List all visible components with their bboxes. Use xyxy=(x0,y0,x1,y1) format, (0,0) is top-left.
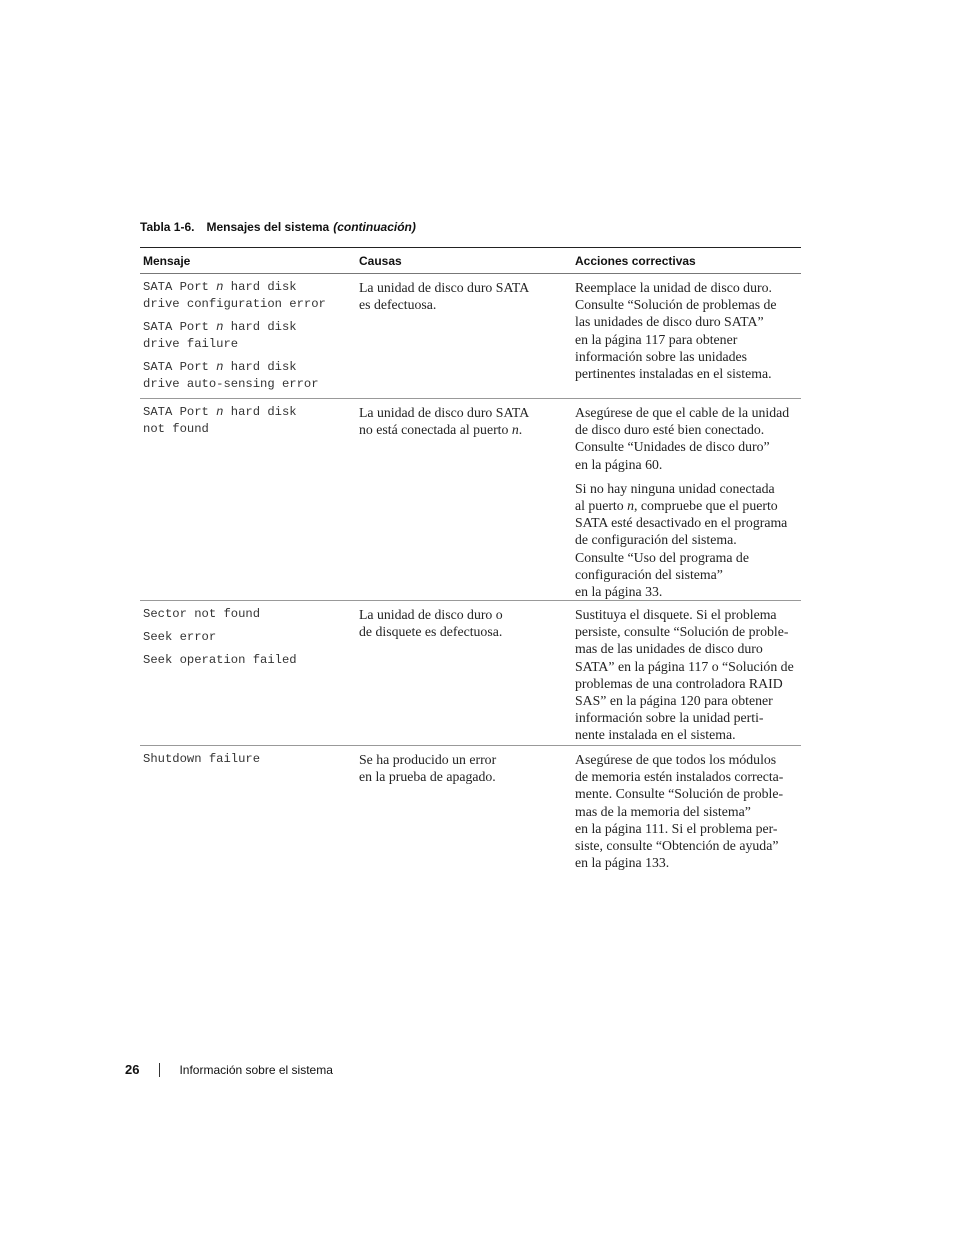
cause-cell xyxy=(356,279,572,398)
page-number: 26 xyxy=(125,1062,140,1077)
cause-text: La unidad de disco duro SATA no está conectada al puerto n. xyxy=(359,405,530,438)
table-row xyxy=(140,274,801,399)
cause-text: La unidad de disco duro SATA es defectuosa. xyxy=(359,280,530,313)
action-text: Asegúrese de que todos los módulos de memoria estén instalados correcta- mente. Consulte “Solución de proble- mas de la memoria del sistema” en la página 111. Si el problema per- siste, consulte “Obtención de ayuda” en la página 133. xyxy=(575,752,784,871)
message-text: Sector not found xyxy=(143,607,261,621)
action-cell xyxy=(572,279,801,398)
message-cell xyxy=(140,751,356,876)
page-footer xyxy=(125,1062,333,1077)
message-text: Seek error xyxy=(143,630,217,644)
message-cell xyxy=(140,279,356,398)
message-cell xyxy=(140,404,356,600)
table-caption xyxy=(140,220,416,234)
message-text: SATA Port n hard disk drive failure xyxy=(143,320,297,351)
message-text: Shutdown failure xyxy=(143,752,261,766)
caption-label: Tabla 1-6. xyxy=(140,220,195,234)
action-text: Sustituya el disquete. Si el problema persiste, consulte “Solución de proble- mas de las unidades de disco duro SATA” en la página 117 o “Solución de problemas de una controladora RAID SAS” en la página 120 para obtener información sobre la unidad perti- nente instalada en el sistema. xyxy=(575,607,794,743)
caption-continued: (continuación) xyxy=(333,220,416,234)
action-text: Asegúrese de que el cable de la unidad de disco duro esté bien conectado. Consulte “Unidades de disco duro” en la página 60. xyxy=(575,405,790,472)
message-cell xyxy=(140,606,356,745)
header-acciones: Acciones correctivas xyxy=(575,253,696,268)
cause-cell xyxy=(356,751,572,876)
action-cell xyxy=(572,404,801,600)
system-messages-table xyxy=(140,247,801,876)
cause-cell xyxy=(356,404,572,600)
action-cell xyxy=(572,751,801,876)
action-cell xyxy=(572,606,801,745)
cause-text: La unidad de disco duro o de disquete es defectuosa. xyxy=(359,607,503,640)
cause-cell xyxy=(356,606,572,745)
action-text: Reemplace la unidad de disco duro. Consulte “Solución de problemas de las unidades de disco duro SATA” en la página 117 para obtener información sobre las unidades pertinentes instaladas en el sistema. xyxy=(575,280,777,382)
header-mensaje: Mensaje xyxy=(143,253,191,268)
message-text: SATA Port n hard disk not found xyxy=(143,405,297,436)
message-text: SATA Port n hard disk drive configuration error xyxy=(143,280,326,311)
table-row xyxy=(140,399,801,601)
footer-divider xyxy=(159,1063,160,1077)
table-row xyxy=(140,601,801,746)
footer-section-title: Información sobre el sistema xyxy=(179,1062,333,1077)
table-header xyxy=(140,248,801,274)
action-text: Si no hay ninguna unidad conectada al puerto n, compruebe que el puerto SATA esté desactivado en el programa de configuración del sistema. Consulte “Uso del programa de configuración del sistema” en la página 33. xyxy=(575,480,788,600)
message-text: Seek operation failed xyxy=(143,653,297,667)
cause-text: Se ha producido un error en la prueba de apagado. xyxy=(359,752,497,785)
header-causas: Causas xyxy=(359,253,402,268)
caption-title: Mensajes del sistema xyxy=(206,220,330,234)
table-row xyxy=(140,746,801,876)
message-text: SATA Port n hard disk drive auto-sensing error xyxy=(143,360,319,391)
